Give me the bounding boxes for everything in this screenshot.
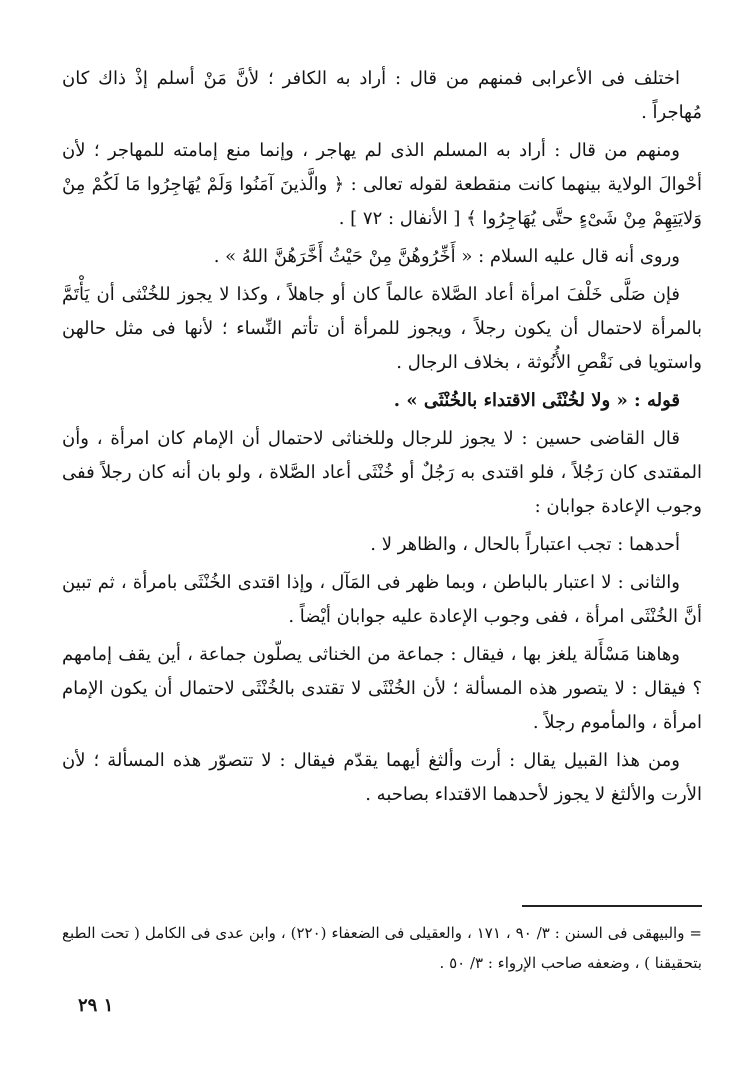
paragraph-4: فإن صَلَّى خَلْفَ امرأة أعاد الصَّلاة عالماً كان أو جاهلاً ، وكذا لا يجوز للخُنْثى أن يَأْتَمَّ بالمرأة لاحتمال أن يكون رجلاً ، ويجوز للمرأة أن تأتم النِّساء ؛ لأنها فى مثل حالهن واستويا فى نَقْصِ الأُنُوثة ، بخلاف الرجال .	[62, 284, 702, 373]
paragraph-3: وروى أنه قال عليه السلام : « أَخِّرُوهُنَّ مِنْ حَيْثُ أَخَّرَهُنَّ اللهُ » .	[213, 246, 680, 267]
paragraph-8: والثانى : لا اعتبار بالباطن ، وبما ظهر فى المَآل ، وإذا اقتدى الخُنْثَى بامرأة ، ثم تبين أنَّ الخُنْثَى امرأة ، ففى وجوب الإعادة عليه جوابان أيْضاً .	[62, 572, 702, 627]
main-text	[62, 62, 702, 812]
page-number: ١ ٢٩	[78, 995, 114, 1016]
paragraph-7: أحدهما : تجب اعتباراً بالحال ، والظاهر لا .	[370, 534, 680, 555]
footnote-divider	[522, 905, 702, 907]
footnote-text: = والبيهقى فى السنن : ٣/ ٩٠ ، ١٧١ ، والعقيلى فى الضعفاء (٢٢٠) ، وابن عدى فى الكامل ( تحت الطبع بتحقيقنا ) ، وضعفه صاحب الإرواء : ٣/ ٥٠ .	[62, 924, 702, 972]
paragraph-10: ومن هذا القبيل يقال : أرت وألثغ أيهما يقدّم فيقال : لا تتصوّر هذه المسألة ؛ لأن الأرت والألثغ لا يجوز لأحدهما الاقتداء بصاحبه .	[62, 750, 702, 805]
paragraph-5-heading: قوله : « ولا لخُنْثَى الاقتداء بالخُنْثَى » .	[393, 390, 680, 411]
paragraph-6: قال القاضى حسين : لا يجوز للرجال وللخناثى لاحتمال أن الإمام كان امرأة ، وأن المقتدى كان رَجُلاً ، فلو اقتدى به رَجُلٌ أو خُنْثَى أعاد الصَّلاة ، ولو بان أنه كان رجلاً ففى وجوب الإعادة جوابان :	[62, 428, 702, 517]
paragraph-9: وهاهنا مَسْأَلة يلغز بها ، فيقال : جماعة من الخناثى يصلّون جماعة ، أين يقف إمامهم ؟ فيقال : لا يتصور هذه المسألة ؛ لأن الخُنْثَى لا تقتدى بالخُنْثَى لاحتمال أن يكون الإمام امرأة ، والمأموم رجلاً .	[62, 644, 702, 733]
paragraph-1: اختلف فى الأعرابى فمنهم من قال : أراد به الكافر ؛ لأنَّ مَنْ أسلم إذْ ذاك كان مُهاجراً .	[62, 68, 702, 123]
paragraph-2: ومنهم من قال : أراد به المسلم الذى لم يهاجر ، وإنما منع إمامته للمهاجر ؛ لأن أحْوالَ الولاية بينهما كانت منقطعة لقوله تعالى : ﴿ والَّذينَ آمَنُوا وَلَمْ يُهَاجِرُوا مَا لَكُمْ مِنْ وَلايَتِهِمْ مِنْ شَىْءٍ حتَّى يُهَاجِرُوا ﴾ [ الأنفال : ٧٢ ] .	[62, 140, 702, 229]
